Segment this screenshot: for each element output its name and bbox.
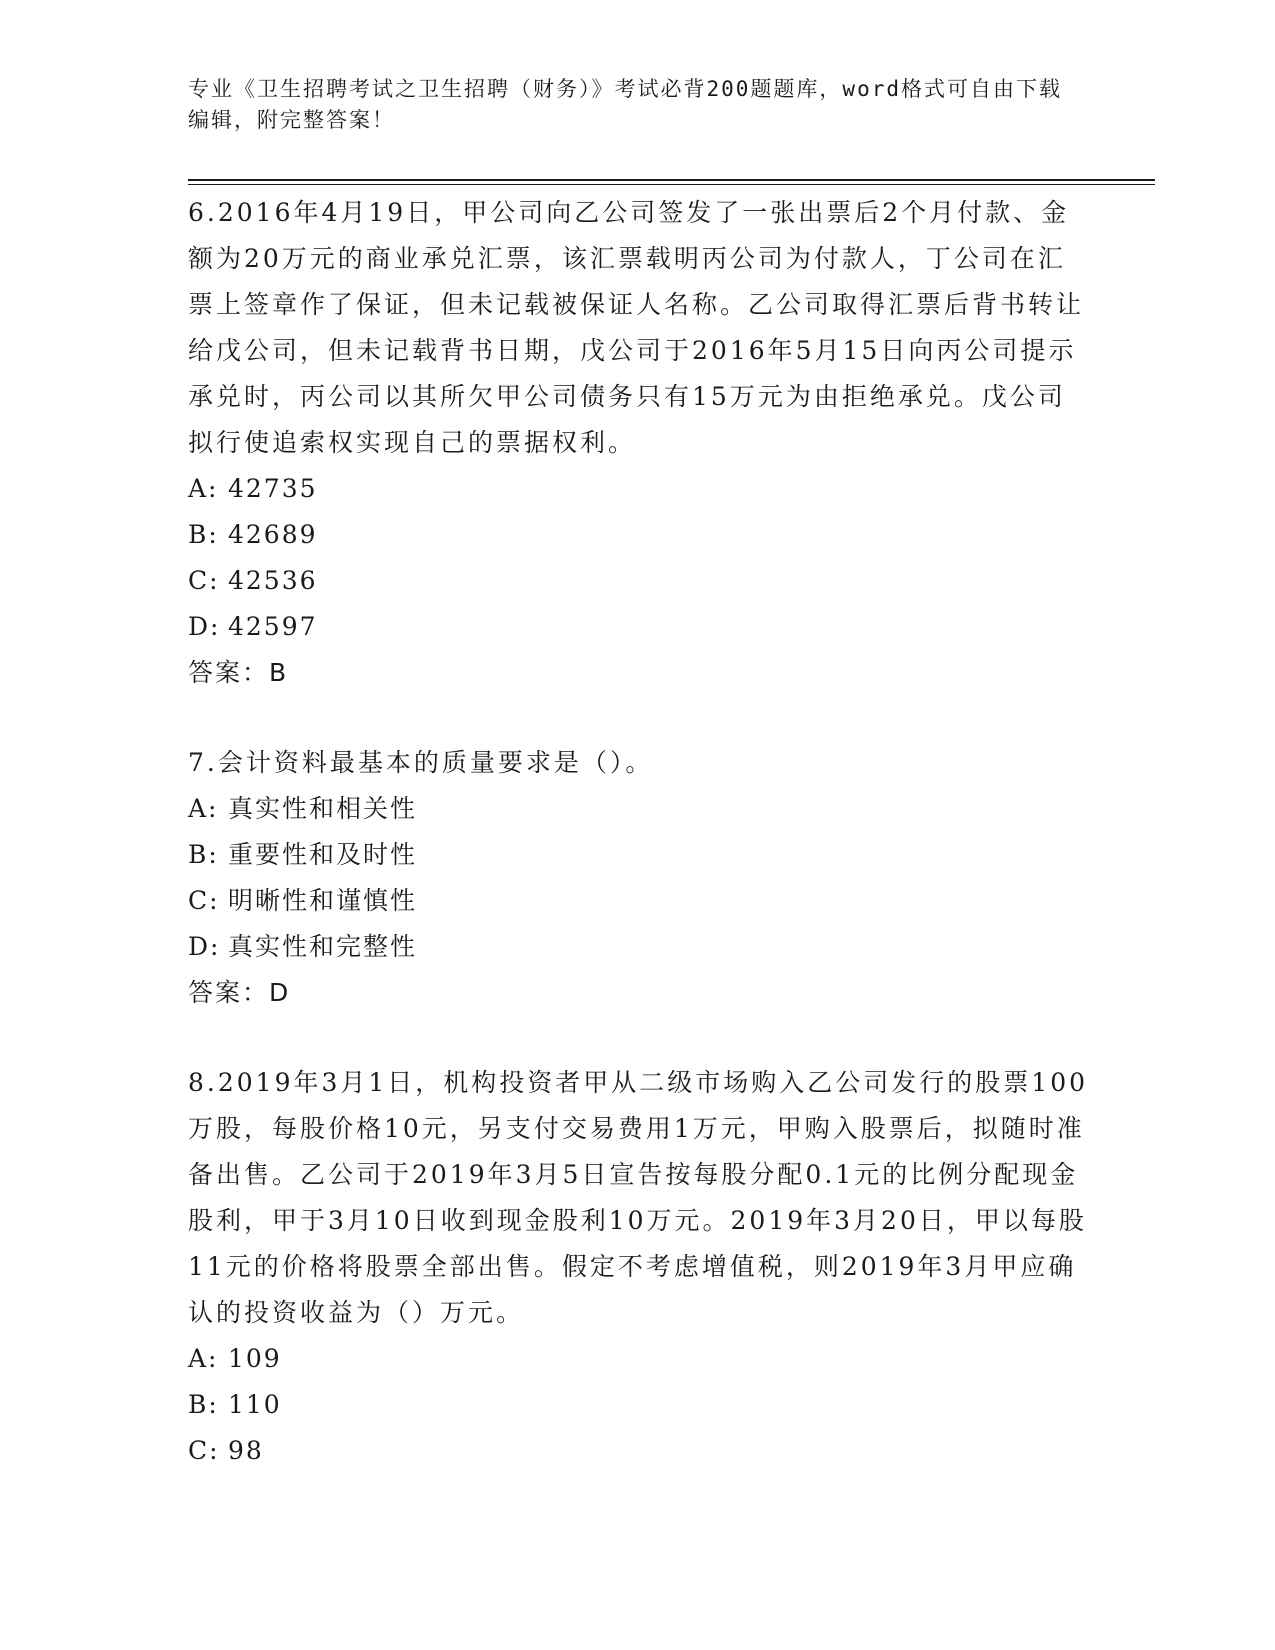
answer-line: 答案：D (188, 978, 291, 1007)
option-a (188, 1336, 1088, 1382)
option-text: 重要性和及时性 (228, 840, 418, 869)
option-c (188, 1428, 1088, 1474)
question-text: 6.2016年4月19日，甲公司向乙公司签发了一张出票后2个月付款、金额为20万元的商业承兑汇票，该汇票载明丙公司为付款人，丁公司在汇票上签章作了保证，但未记载被保证人名称。乙公司取得汇票后背书转让给戊公司，但未记载背书日期，戊公司于2016年5月15日向丙公司提示承兑时，丙公司以其所欠甲公司债务只有15万元为由拒绝承兑。戊公司拟行使追索权实现自己的票据权利。 (188, 198, 1085, 457)
option-c (188, 558, 1088, 604)
question-7 (188, 740, 1088, 1016)
question-text: 8.2019年3月1日，机构投资者甲从二级市场购入乙公司发行的股票100万股，每股价格10元，另支付交易费用1万元，甲购入股票后，拟随时准备出售。乙公司于2019年3月5日宣告按每股分配0.1元的比例分配现金股利，甲于3月10日收到现金股利10万元。2019年3月20日，甲以每股11元的价格将股票全部出售。假定不考虑增值税，则2019年3月甲应确认的投资收益为（）万元。 (188, 1068, 1089, 1327)
option-c (188, 878, 1088, 924)
answer-line: 答案：B (188, 658, 289, 687)
option-b (188, 832, 1088, 878)
option-letter: B: (188, 1390, 219, 1419)
option-b (188, 512, 1088, 558)
option-text: 真实性和相关性 (228, 794, 418, 823)
option-letter: A: (188, 1344, 219, 1373)
question-8 (188, 1060, 1088, 1474)
option-letter: D: (188, 932, 221, 961)
document-header: 专业《卫生招聘考试之卫生招聘（财务）》考试必背200题题库，word格式可自由下载编辑，附完整答案！ (188, 77, 1062, 132)
option-d (188, 604, 1088, 650)
option-text: 98 (228, 1436, 264, 1465)
option-text: 42689 (228, 520, 318, 549)
option-letter: B: (188, 840, 219, 869)
option-letter: C: (188, 886, 220, 915)
option-text: 42536 (228, 566, 318, 595)
option-letter: C: (188, 566, 220, 595)
option-letter: A: (188, 794, 219, 823)
option-text: 明晰性和谨慎性 (228, 886, 418, 915)
option-letter: A: (188, 474, 219, 503)
option-text: 42735 (228, 474, 318, 503)
header-divider-thick (188, 179, 1155, 181)
option-letter: D: (188, 612, 221, 641)
option-a (188, 466, 1088, 512)
option-text: 42597 (228, 612, 318, 641)
question-text: 7.会计资料最基本的质量要求是（）。 (188, 748, 654, 777)
option-b (188, 1382, 1088, 1428)
option-text: 110 (228, 1390, 282, 1419)
header-divider-thin (188, 184, 1155, 185)
option-d (188, 924, 1088, 970)
question-list (188, 190, 1088, 1474)
question-6 (188, 190, 1088, 696)
option-letter: C: (188, 1436, 220, 1465)
option-text: 真实性和完整性 (228, 932, 418, 961)
option-letter: B: (188, 520, 219, 549)
option-text: 109 (228, 1344, 282, 1373)
option-a (188, 786, 1088, 832)
